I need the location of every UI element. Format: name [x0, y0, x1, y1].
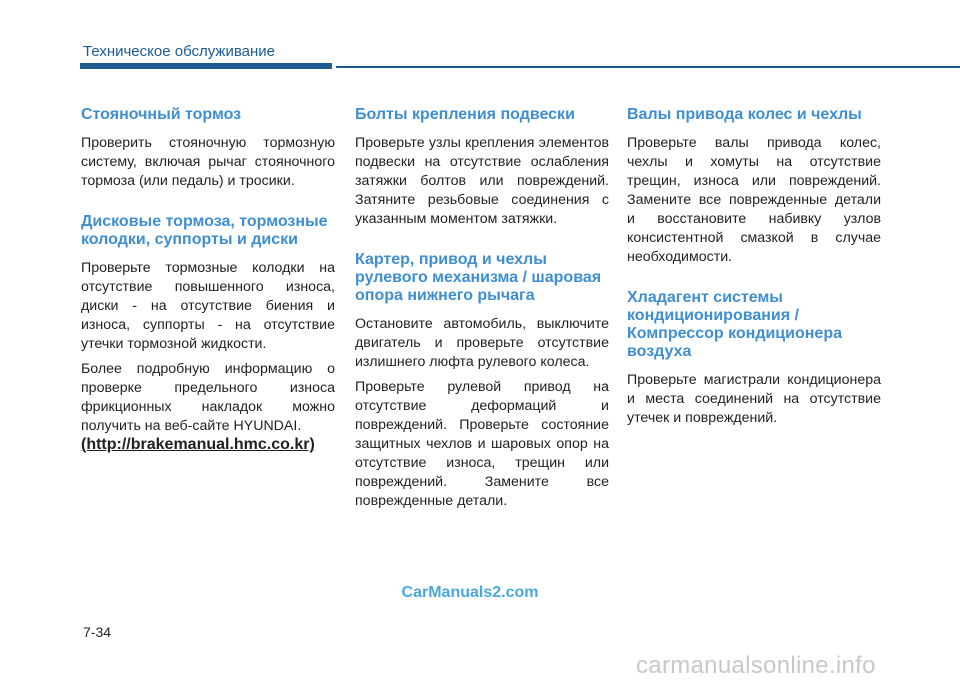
brake-manual-link[interactable]: (http://brakemanual.hmc.co.kr) — [81, 436, 315, 453]
section-drive-shafts — [627, 106, 881, 267]
page-number: 7-34 — [83, 624, 112, 640]
section-paragraph: Проверьте магистрали кондиционера и места соединений на отсутствие утечек и повреждений. — [627, 372, 881, 426]
header-rule-thick — [80, 63, 332, 69]
section-heading: Стояночный тормоз — [81, 106, 242, 123]
section-steering — [355, 251, 609, 511]
section-suspension-bolts — [355, 106, 609, 229]
section-paragraph: Проверьте узлы крепления элементов подвески на отсутствие ослабления затяжки болтов или повреждений. Затяните резьбовые соединения с указанным моментом затяжки. — [355, 135, 609, 227]
column-2 — [355, 106, 609, 517]
section-heading: Картер, привод и чехлы рулевого механизма / шаровая опора нижнего рычага — [355, 251, 602, 304]
section-paragraph: Проверьте тормозные колодки на отсутствие повышенного износа, диски - на отсутствие биения и износа, суппорты - на отсутствие утечки тормозной жидкости. — [81, 260, 335, 352]
section-parking-brake — [81, 106, 335, 191]
header-rule-thin — [336, 66, 960, 68]
column-1 — [81, 106, 335, 454]
section-disc-brakes — [81, 213, 335, 454]
section-heading: Валы привода колес и чехлы — [627, 106, 862, 123]
section-paragraph: Проверьте валы привода колес, чехлы и хомуты на отсутствие трещин, износа или повреждений. Замените все поврежденные детали и восстановите набивку узлов консистентной смазкой в случае необходимости. — [627, 135, 881, 265]
header-title: Техническое обслуживание — [83, 43, 275, 60]
section-ac-refrigerant — [627, 289, 881, 428]
section-heading: Болты крепления подвески — [355, 106, 575, 123]
section-paragraph: Проверить стояночную тормозную систему, включая рычаг стояночного тормоза (или педаль) и тросики. — [81, 135, 335, 189]
section-paragraph: Более подробную информацию о проверке предельного износа фрикционных накладок можно получить на веб-сайте HYUNDAI. — [81, 361, 335, 434]
section-heading: Дисковые тормоза, тормозные колодки, суппорты и диски — [81, 213, 328, 248]
watermark: CarManuals2.com — [401, 584, 539, 601]
section-paragraph: Проверьте рулевой привод на отсутствие деформаций и повреждений. Проверьте состояние защитных чехлов и шаровых опор на отсутствие износа, трещин или повреждений. Замените все поврежденные детали. — [355, 379, 609, 509]
column-3 — [627, 106, 881, 434]
footer-watermark: carmanualsonline.info — [636, 652, 876, 679]
section-heading: Хладагент системы кондиционирования / Компрессор кондиционера воздуха — [627, 289, 842, 360]
section-paragraph: Остановите автомобиль, выключите двигатель и проверьте отсутствие излишнего люфта рулевого колеса. — [355, 316, 609, 370]
